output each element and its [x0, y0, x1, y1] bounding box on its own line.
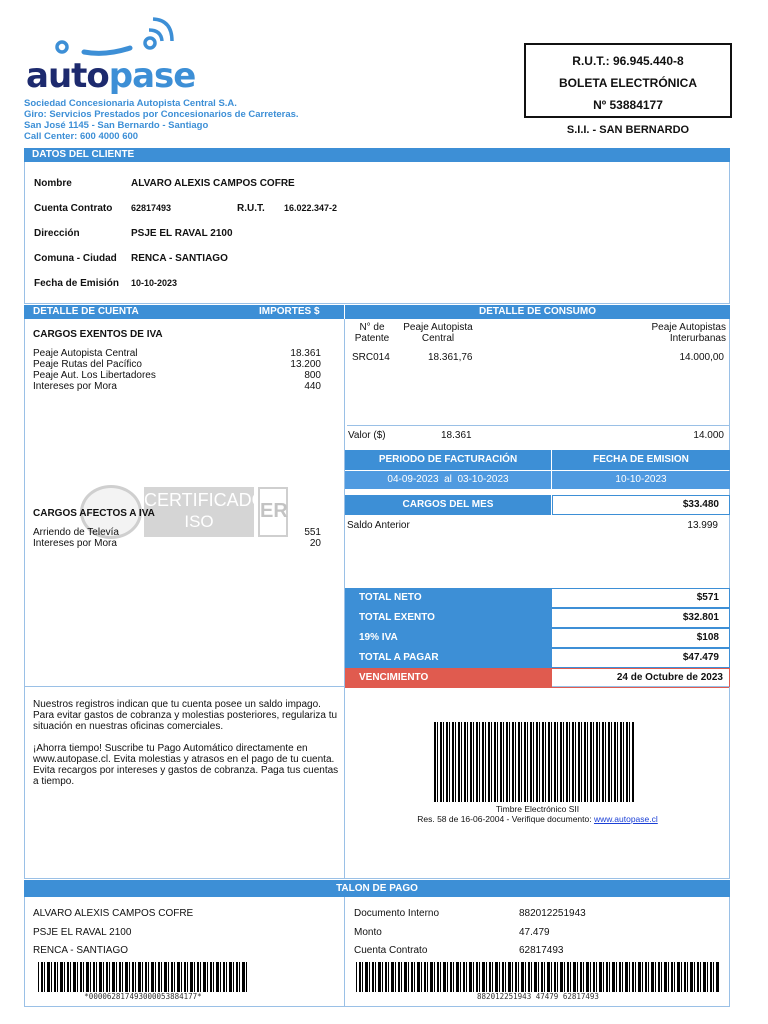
charge-label: Peaje Aut. Los Libertadores: [33, 370, 156, 381]
pdf417-barcode: [434, 722, 634, 802]
total-row: [345, 628, 730, 648]
exempt-charges-title: CARGOS EXENTOS DE IVA: [33, 329, 163, 340]
total-label: TOTAL NETO: [345, 588, 551, 608]
row-central: 18.361,76: [428, 352, 473, 363]
value-label: Valor ($): [348, 430, 386, 441]
col-plate-header: N° de Patente: [354, 322, 390, 344]
stamp-resolution: [345, 814, 730, 824]
stub-amount-value: 47.479: [519, 926, 550, 938]
stub-values: [519, 905, 586, 961]
totals-block: [345, 588, 730, 688]
previous-balance-value: 13.999: [687, 520, 718, 531]
payment-stub-header: [24, 880, 730, 897]
sii-office: S.I.I. - SAN BERNARDO: [566, 124, 690, 136]
list-item: [33, 538, 321, 549]
stamp-caption: [345, 804, 730, 824]
stamp-title: Timbre Electrónico SII: [495, 804, 580, 814]
row-plate: SRC014: [352, 352, 390, 363]
charge-label: Peaje Rutas del Pacífico: [33, 359, 142, 370]
stamp-resolution-text: Res. 58 de 16-06-2004 - Verifique documento:: [417, 814, 594, 824]
issuer-rut: R.U.T.: 96.945.440-8: [572, 54, 684, 68]
client-name-label: Nombre: [34, 178, 72, 189]
stub-client-name: ALVARO ALEXIS CAMPOS COFRE: [33, 908, 194, 919]
client-rut-label: R.U.T.: [237, 203, 265, 214]
total-row: [345, 648, 730, 668]
certificate-er-badge: ER: [258, 487, 288, 537]
consumption-detail-title: DETALLE DE CONSUMO: [478, 306, 597, 317]
col-interurban-header: Peaje Autopistas Interurbanas: [651, 322, 726, 344]
client-city: RENCA - SANTIAGO: [131, 253, 228, 264]
barcode-payment: [356, 962, 720, 992]
exempt-charges-list: [33, 348, 321, 392]
issue-date-value: 10-10-2023: [552, 471, 730, 489]
list-item: [33, 348, 321, 359]
stub-contract-value: 62817493: [519, 945, 564, 956]
value-central: 18.361: [441, 430, 472, 441]
charge-label: Peaje Autopista Central: [33, 348, 138, 359]
col-central-header: Peaje Autopista Central: [403, 322, 473, 344]
logo-text-auto: auto: [26, 56, 109, 96]
due-date-row: [345, 668, 730, 688]
client-address-label: Dirección: [34, 228, 80, 239]
row-interurban: 14.000,00: [679, 352, 724, 363]
issue-date-header: FECHA DE EMISION: [552, 450, 730, 470]
barcode-payment-text: 882012251943 47479 62817493: [477, 992, 599, 1001]
charge-value: 20: [309, 538, 321, 549]
company-line: Giro: Servicios Prestados por Concesionarios de Carreteras.: [24, 109, 299, 120]
stub-client-city: RENCA - SANTIAGO: [33, 945, 129, 956]
previous-balance-label: Saldo Anterior: [347, 520, 410, 531]
total-label: TOTAL A PAGAR: [345, 648, 551, 668]
logo: [26, 14, 196, 94]
verify-link[interactable]: www.autopase.cl: [593, 814, 658, 824]
charge-label: Arriendo de Televía: [33, 527, 119, 538]
document-type: BOLETA ELECTRÓNICA: [559, 76, 697, 90]
stub-client-address: PSJE EL RAVAL 2100: [33, 926, 132, 938]
client-city-label: Comuna - Ciudad: [34, 253, 117, 264]
taxed-charges-title: CARGOS AFECTOS A IVA: [33, 508, 155, 519]
client-name: ALVARO ALEXIS CAMPOS COFRE: [131, 178, 295, 189]
client-section: [24, 162, 730, 304]
client-section-title: DATOS DEL CLIENTE: [32, 149, 135, 160]
stub-doc-value: 882012251943: [519, 908, 586, 919]
company-line: Sociedad Concesionaria Autopista Central S.A.: [24, 98, 237, 109]
total-value: $47.479: [551, 648, 730, 668]
barcode-client: [38, 962, 248, 992]
account-detail-header: [24, 305, 344, 319]
account-detail-title: DETALLE DE CUENTA: [33, 306, 139, 317]
stub-amount-label: Monto: [354, 926, 382, 938]
amounts-title: IMPORTES $: [259, 306, 320, 317]
stub-contract-label: Cuenta Contrato: [354, 945, 428, 956]
certificate-line1: CERTIFICADO: [144, 490, 266, 510]
client-contract-label: Cuenta Contrato: [34, 203, 113, 214]
total-label: TOTAL EXENTO: [345, 608, 551, 628]
taxed-charges-list: [33, 527, 321, 549]
stub-doc-label: Documento Interno: [354, 908, 440, 919]
list-item: [33, 359, 321, 370]
document-number: Nº 53884177: [593, 98, 663, 112]
client-address: PSJE EL RAVAL 2100: [131, 228, 233, 239]
stub-labels: [354, 905, 439, 961]
notice-paragraph: Nuestros registros indican que tu cuenta posee un saldo impago. Para evitar gastos de cobranza y molestias posteriores, regulariza tu situación en nuestras oficinas comerciales.: [33, 699, 338, 732]
certificate-line2: ISO 9001/2015: [158, 512, 240, 553]
total-value: $571: [551, 588, 730, 608]
total-row: [345, 608, 730, 628]
notice-paragraph: ¡Ahorra tiempo! Suscribe tu Pago Automático directamente en www.autopase.cl. Evita molestias y atrasos en el pago de tu cuenta. Evita recargos por intereses y gastos de cobranza. Paga tus cuentas a tiempo.: [33, 743, 339, 787]
charge-label: Intereses por Mora: [33, 381, 117, 392]
list-item: [33, 381, 321, 392]
list-item: [33, 527, 321, 538]
document-id-box: [524, 43, 732, 118]
divider: [347, 425, 729, 426]
due-date-label: VENCIMIENTO: [345, 668, 551, 688]
charge-value: 440: [304, 381, 321, 392]
month-charges-value: $33.480: [552, 495, 730, 515]
client-contract: 62817493: [131, 203, 172, 213]
issue-date: 10-10-2023: [131, 278, 178, 288]
list-item: [33, 370, 321, 381]
value-interurban: 14.000: [693, 430, 724, 441]
charge-label: Intereses por Mora: [33, 538, 117, 549]
payment-stub-title: TALON DE PAGO: [336, 883, 418, 894]
total-label: 19% IVA: [345, 628, 551, 648]
company-line: Call Center: 600 4000 600: [24, 131, 139, 142]
charge-value: 800: [304, 370, 321, 381]
total-value: $32.801: [551, 608, 730, 628]
charge-value: 13.200: [290, 359, 321, 370]
client-section-header: [24, 148, 730, 162]
billing-period-value: 04-09-2023 al 03-10-2023: [345, 471, 551, 489]
billing-period-label: PERIODO DE FACTURACIÓN: [345, 450, 551, 470]
notice-text: [33, 699, 341, 787]
total-value: $108: [551, 628, 730, 648]
barcode-client-text: *000062817493000053884177*: [84, 992, 202, 1001]
company-info: [24, 98, 344, 142]
client-rut: 16.022.347-2: [284, 203, 338, 213]
charge-value: 551: [304, 527, 321, 538]
company-line: San José 1145 - San Bernardo - Santiago: [24, 120, 209, 131]
logo-text-pase: pase: [108, 56, 196, 96]
due-date-value: 24 de Octubre de 2023: [551, 668, 730, 688]
stub-client-info: [33, 905, 193, 961]
issue-date-label: Fecha de Emisión: [34, 278, 120, 289]
charge-value: 18.361: [290, 348, 321, 359]
total-row: [345, 588, 730, 608]
consumption-detail-header: [345, 305, 730, 319]
month-charges-label: CARGOS DEL MES: [345, 495, 551, 515]
